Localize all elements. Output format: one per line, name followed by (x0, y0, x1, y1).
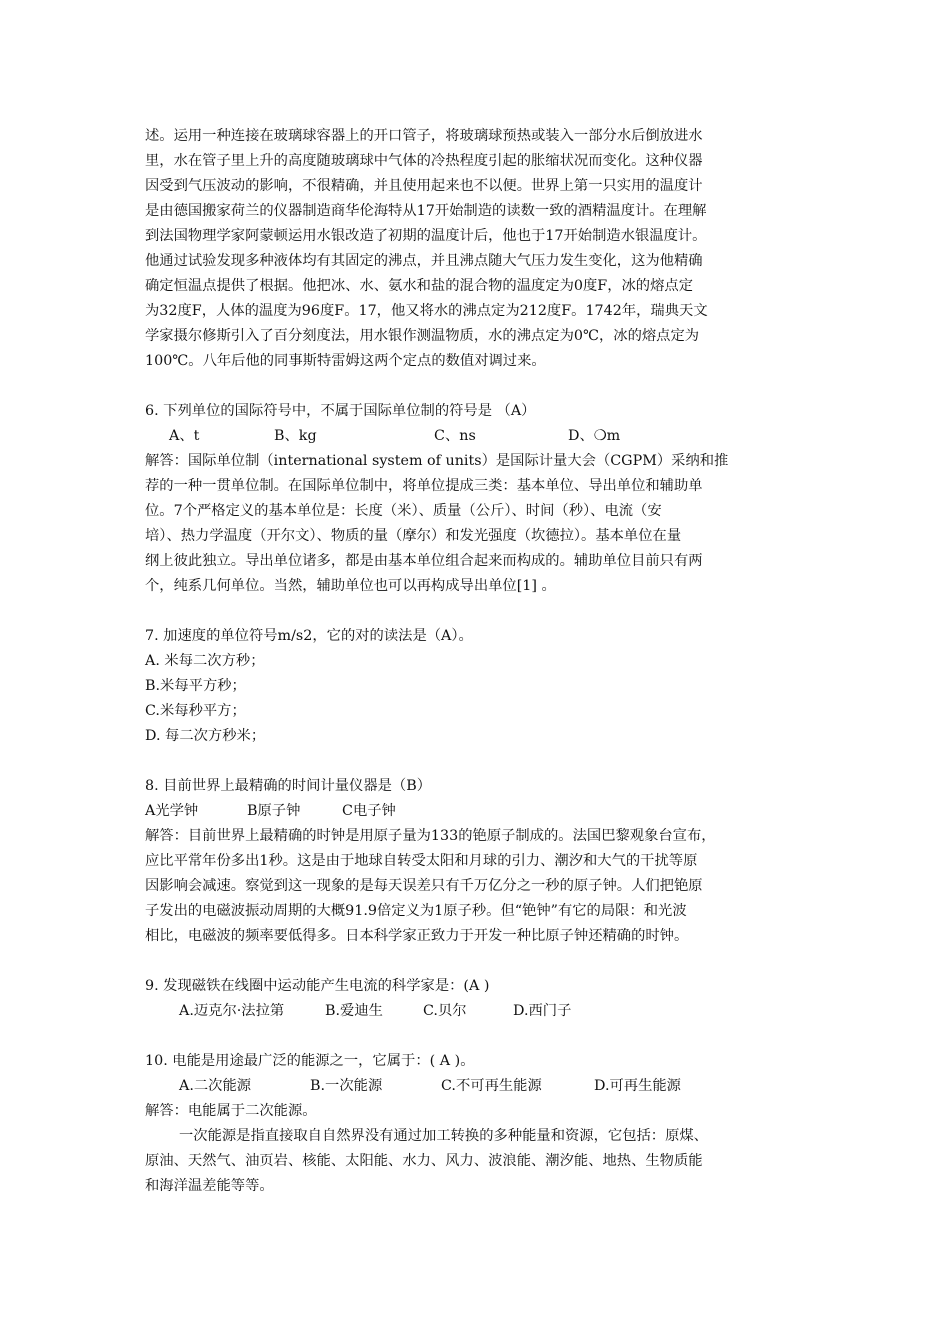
question-6 (145, 399, 810, 599)
question-text: 8. 目前世界上最精确的时间计量仪器是（B） (145, 778, 432, 794)
text-line: 确定恒温点提供了根据。他把冰、水、氨水和盐的混合物的温度定为0度F，冰的熔点定 (145, 278, 693, 294)
intro-paragraph (145, 124, 810, 374)
text-line: 述。运用一种连接在玻璃球容器上的开口管子，将玻璃球预热或装入一部分水后倒放进水 (145, 128, 703, 144)
spacer (145, 374, 810, 399)
option-d: D.西门子 (513, 1003, 572, 1019)
option-a: A、t (169, 428, 200, 444)
option-b: B.爱迪生 (325, 1003, 383, 1019)
document-page (145, 124, 810, 1199)
option-c: C.不可再生能源 (441, 1078, 542, 1094)
explanation-line: 应比平常年份多出1秒。这是由于地球自转受太阳和月球的引力、潮汐和大气的干扰等原 (145, 853, 698, 869)
explanation-line: 相比，电磁波的频率要低得多。日本科学家正致力于开发一种比原子钟还精确的时钟。 (145, 928, 689, 944)
option-b: B.米每平方秒； (145, 678, 246, 694)
text-line: 100℃。八年后他的同事斯特雷姆这两个定点的数值对调过来。 (145, 353, 546, 369)
option-c: C电子钟 (342, 803, 396, 819)
question-text: 7. 加速度的单位符号m/s2，它的对的读法是（A）。 (145, 628, 473, 644)
option-a: A.迈克尔·法拉第 (179, 1003, 285, 1019)
options-row (145, 1074, 810, 1099)
text-line: 他通过试验发现多种液体均有其固定的沸点，并且沸点随大气压力发生变化，这为他精确 (145, 253, 703, 269)
text-line: 学家摄尔修斯引入了百分刻度法，用水银作测温物质，水的沸点定为0℃，冰的熔点定为 (145, 328, 700, 344)
option-a: A.二次能源 (179, 1078, 252, 1094)
detail-line: 原油、天然气、油页岩、核能、太阳能、水力、风力、波浪能、潮汐能、地热、生物质能 (145, 1153, 703, 1169)
question-text: 6. 下列单位的国际符号中，不属于国际单位制的符号是 （A） (145, 403, 536, 419)
explanation-line: 荐的一种一贯单位制。在国际单位制中，将单位提成三类：基本单位、导出单位和辅助单 (145, 478, 703, 494)
text-line: 因受到气压波动的影响，不很精确，并且使用起来也不以便。世界上第一只实用的温度计 (145, 178, 703, 194)
option-a: A光学钟 (145, 803, 199, 819)
spacer (145, 949, 810, 974)
question-10 (145, 1049, 810, 1199)
question-text: 10. 电能是用途最广泛的能源之一，它属于：( A )。 (145, 1053, 475, 1069)
explanation-line: 位。7个严格定义的基本单位是：长度（米）、质量（公斤）、时间（秒）、电流（安 (145, 503, 662, 519)
option-b: B、kg (274, 428, 317, 444)
option-c: C、ns (434, 428, 476, 444)
options-row (145, 999, 810, 1024)
option-a: A. 米每二次方秒； (145, 653, 265, 669)
spacer (145, 1024, 810, 1049)
text-line: 是由德国搬家荷兰的仪器制造商华伦海特从17开始制造的读数一致的酒精温度计。在理解 (145, 203, 707, 219)
option-c: C.贝尔 (423, 1003, 467, 1019)
text-line: 到法国物理学家阿蒙顿运用水银改造了初期的温度计后，他也于17开始制造水银温度计。 (145, 228, 707, 244)
explanation-line: 个，纯系几何单位。当然，辅助单位也可以再构成导出单位[1] 。 (145, 578, 556, 594)
detail-line: 和海洋温差能等等。 (145, 1178, 274, 1194)
explanation-line: 解答：国际单位制（international system of units）是国际计量大会（CGPM）采纳和推 (145, 453, 729, 469)
explanation-line: 培）、热力学温度（开尔文）、物质的量（摩尔）和发光强度（坎德拉）。基本单位在量 (145, 528, 682, 544)
options-row (145, 424, 810, 449)
option-b: B.一次能源 (310, 1078, 383, 1094)
options-row (145, 799, 810, 824)
answer-line: 解答：电能属于二次能源。 (145, 1103, 317, 1119)
explanation-line: 解答：目前世界上最精确的时钟是用原子量为133的铯原子制成的。法国巴黎观象台宣布， (145, 828, 716, 844)
explanation-line: 因影响会减速。察觉到这一现象的是每天误差只有千万亿分之一秒的原子钟。人们把铯原 (145, 878, 703, 894)
question-text: 9. 发现磁铁在线圈中运动能产生电流的科学家是：(A ) (145, 978, 490, 994)
option-d: D.可再生能源 (594, 1078, 681, 1094)
explanation-line: 子发出的电磁波振动周期的大概91.9倍定义为1原子秒。但“铯钟”有它的局限：和光波 (145, 903, 687, 919)
option-b: B原子钟 (247, 803, 301, 819)
spacer (145, 599, 810, 624)
question-8 (145, 774, 810, 949)
option-c: C.米每秒平方； (145, 703, 246, 719)
spacer (145, 749, 810, 774)
explanation-line: 纲上彼此独立。导出单位诸多，都是由基本单位组合起来而构成的。辅助单位目前只有两 (145, 553, 703, 569)
option-d: D、❍m (568, 428, 621, 444)
option-d: D. 每二次方秒米； (145, 728, 266, 744)
question-9 (145, 974, 810, 1024)
detail-line: 一次能源是指直接取自自然界没有通过加工转换的多种能量和资源，它包括：原煤、 (179, 1128, 708, 1144)
text-line: 为32度F，人体的温度为96度F。17，他又将水的沸点定为212度F。1742年，瑞典天文 (145, 303, 708, 319)
question-7 (145, 624, 810, 749)
text-line: 里，水在管子里上升的高度随玻璃球中气体的冷热程度引起的胀缩状况而变化。这种仪器 (145, 153, 703, 169)
